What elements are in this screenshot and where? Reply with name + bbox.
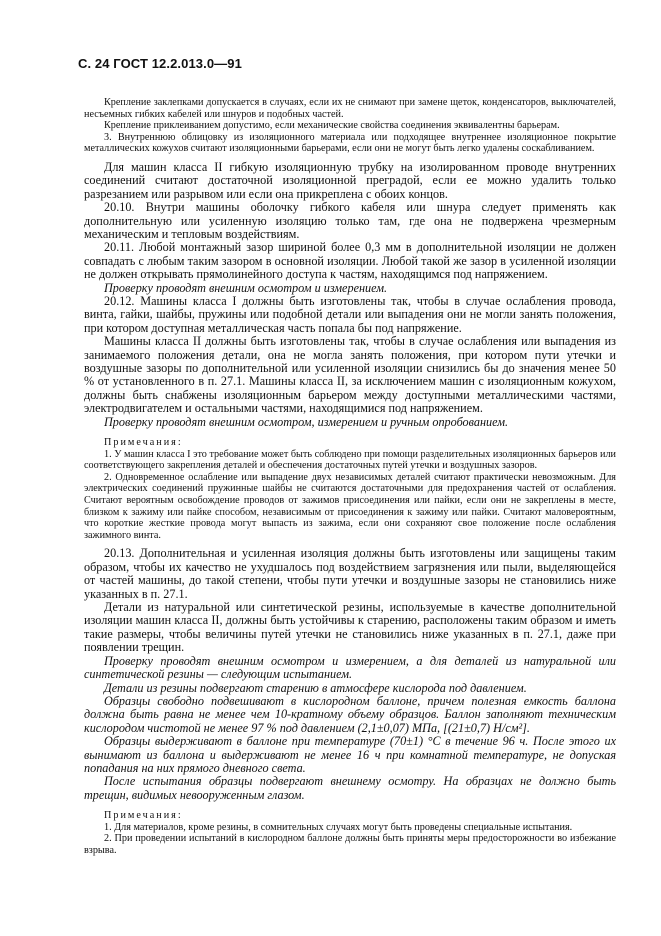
paragraph: 2. При проведении испытаний в кислородном баллоне должны быть приняты меры предосторожности во избежание взрыва.: [84, 833, 616, 856]
paragraph: Для машин класса II гибкую изоляционную трубку на изолированном проводе внутренних соединений считают достаточной изоляционной преградой, если ее можно удалить только разрезанием или разрывом или если она прикреплена с обоих концов.: [84, 159, 616, 201]
paragraph: Машины класса II должны быть изготовлены так, чтобы в случае ослабления или выпадения из занимаемого положения детали, она не могла занять положения, при котором пути утечки и воздушные зазоры по дополнительной или усиленной изоляции снизились бы до значения менее 50 % от установленного в п. 27.1. Машины класса II, за исключением машин с изоляционным кожухом, должны быть снабжены изоляционным барьером между доступными металлическими частями, электродвигателем и остальными частями, находящимися под напряжением.: [84, 334, 616, 416]
paragraph: Образцы выдерживают в баллоне при температуре (70±1) °С в течение 96 ч. После этого их вынимают из баллона и выдерживают не менее 16 ч при комнатной температуре, не допуская попадания на них прямого дневного света.: [84, 734, 616, 775]
paragraph: 1. У машин класса I это требование может быть соблюдено при помощи разделительных изоляционных барьеров или соответствующего закрепления деталей и обеспечения достаточных путей утечки и воздушных зазоров.: [84, 448, 616, 472]
paragraph: 20.12. Машины класса I должны быть изготовлены так, чтобы в случае ослабления провода, винта, гайки, шайбы, пружины или подобной детали или выпадения они не могли занять положения, при котором доступная металлическая часть попала бы под напряжение.: [84, 294, 616, 335]
notes-heading: Примечания:: [104, 810, 183, 822]
paragraph: 2. Одновременное ослабление или выпадение двух независимых деталей считают практически невозможным. Для электрических соединений пружинные шайбы не считаются достаточными для предохранения частей от ослабления. Считают вероятным освобождение проводов от зажимов присоединения или пайки, если они не закреплены в месте, близком к зажиму или пайке способом, независимым от присоединения к зажиму или пайки. Считают маловероятным, что короткие жесткие провода могут выпасть из зажима, если они сохраняют свое положение после ослабления зажимного винта.: [84, 471, 616, 541]
paragraph: 1. Для материалов, кроме резины, в сомнительных случаях могут быть проведены специальные испытания.: [104, 821, 573, 833]
notes-heading: Примечания:: [104, 437, 183, 449]
paragraph: 20.13. Дополнительная и усиленная изоляция должны быть изготовлены или защищены таким образом, чтобы их качество не ухудшалось под воздействием загрязнения или пыли, выделяющейся от частей машины, до такой степени, чтобы пути утечки и воздушные зазоры не становились ниже указанных в п. 27.1.: [84, 546, 616, 601]
paragraph: 3. Внутреннюю облицовку из изоляционного материала или подходящее внутреннее изоляционное покрытие металлических кожухов считают изоляционными барьерами, если они не могут быть легко удалены соскабливанием.: [84, 131, 616, 155]
paragraph: 20.10. Внутри машины оболочку гибкого кабеля или шнура следует применять как дополнительную или усиленную изоляцию только там, где она не подвержена чрезмерным механическим и тепловым воздействиям.: [84, 200, 616, 241]
paragraph: Образцы свободно подвешивают в кислородном баллоне, причем полезная емкость баллона должна быть равна не менее чем 10-кратному объему образцов. Баллон заполняют техническим кислородом чистотой не менее 97 % под давлением (2,1±0,07) МПа, [(21±0,7) Н/см²].: [84, 693, 616, 735]
paragraph: Проверку проводят внешним осмотром и измерением, а для деталей из натуральной или синтетической резины — следующим испытанием.: [84, 653, 616, 682]
paragraph: Крепление заклепками допускается в случаях, если их не снимают при замене щеток, конденсаторов, выключателей, несъемных гибких кабелей или шнуров и подобных частей.: [84, 97, 616, 120]
paragraph: Детали из натуральной или синтетической резины, используемые в качестве дополнительной изоляции машин класса II, должны быть устойчивы к старению, расположены таким образом и иметь такие размеры, чтобы величины путей утечки не становились ниже указанных в п. 27.1, даже при появлении трещин.: [84, 600, 616, 655]
paragraph: 20.11. Любой монтажный зазор шириной более 0,3 мм в дополнительной изоляции не должен совпадать с любым таким зазором в основной изоляции. Любой такой же зазор в усиленной изоляции не должен открывать прямолинейного доступа к частям, находящимся под напряжением.: [84, 240, 616, 282]
document-body: [84, 97, 616, 857]
paragraph: Проверку проводят внешним осмотром и измерением.: [104, 280, 388, 295]
paragraph: Детали из резины подвергают старению в атмосфере кислорода под давлением.: [104, 680, 527, 695]
paragraph: После испытания образцы подвергают внешнему осмотру. На образцах не должно быть трещин, видимых невооруженным глазом.: [84, 774, 616, 802]
paragraph: Проверку проводят внешним осмотром, измерением и ручным опробованием.: [104, 414, 509, 429]
paragraph: Крепление приклеиванием допустимо, если механические свойства соединения эквивалентны барьерам.: [104, 120, 560, 132]
page-header: С. 24 ГОСТ 12.2.013.0—91: [78, 56, 242, 71]
